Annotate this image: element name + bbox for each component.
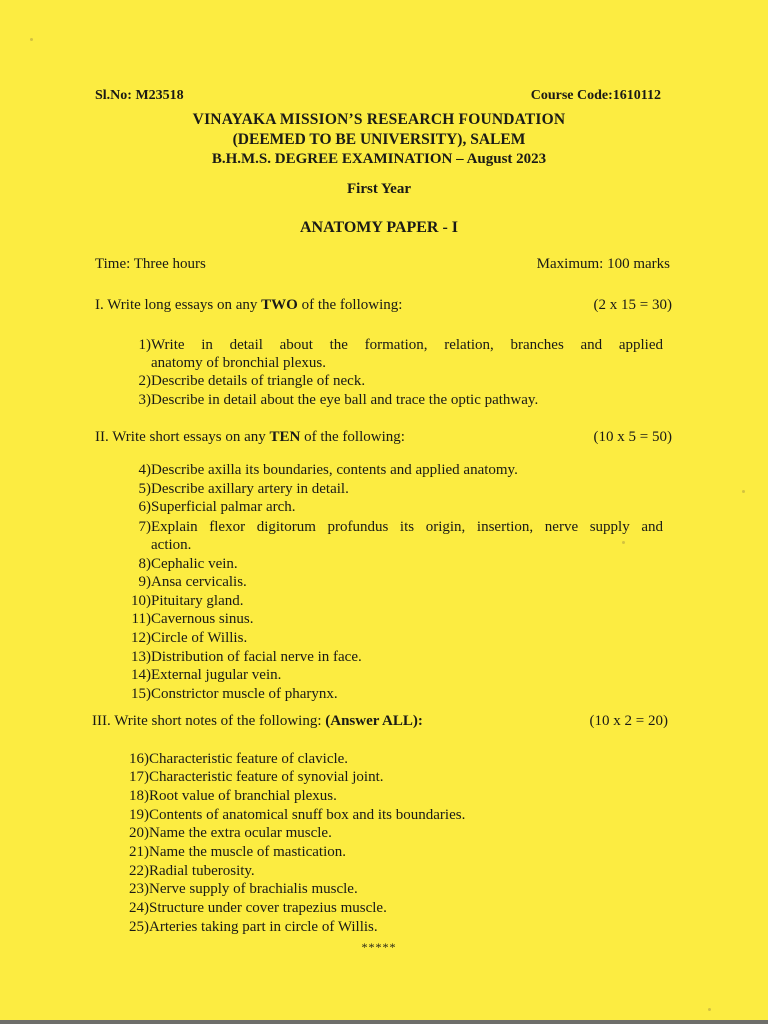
header-row xyxy=(95,88,661,104)
question-6: 6) Superficial palmar arch. xyxy=(138,499,296,515)
exam-duration: Time: Three hours xyxy=(95,256,206,272)
question-1: 1) Write in detail about the formation, relation, branches and applied anatomy of bronchial plexus. xyxy=(138,337,663,371)
exam-title: B.H.M.S. DEGREE EXAMINATION – August 2023 xyxy=(211,151,547,167)
serial-number: Sl.No: M23518 xyxy=(95,88,184,103)
question-8: 8) Cephalic vein. xyxy=(138,556,238,572)
question-11: 11) Cavernous sinus. xyxy=(131,611,254,627)
question-14: 14) External jugular vein. xyxy=(131,667,282,683)
paper-speck xyxy=(708,1008,711,1011)
question-17: 17) Characteristic feature of synovial joint. xyxy=(129,769,384,785)
time-marks-row xyxy=(95,256,670,273)
maximum-marks: Maximum: 100 marks xyxy=(536,256,670,272)
question-7: 7) Explain flexor digitorum profundus its origin, insertion, nerve supply and action. xyxy=(138,519,663,553)
question-10: 10) Pituitary gland. xyxy=(131,593,244,609)
question-20: 20) Name the extra ocular muscle. xyxy=(129,825,332,841)
exam-year: First Year xyxy=(347,181,411,197)
question-4: 4) Describe axilla its boundaries, contents and applied anatomy. xyxy=(138,462,518,478)
question-15: 15) Constrictor muscle of pharynx. xyxy=(131,686,338,702)
paper-title: ANATOMY PAPER - I xyxy=(299,219,459,236)
section-1-heading xyxy=(95,297,672,314)
question-13: 13) Distribution of facial nerve in face. xyxy=(131,649,362,665)
course-code: Course Code:1610112 xyxy=(530,88,661,103)
paper-speck xyxy=(622,541,625,544)
question-21: 21) Name the muscle of mastication. xyxy=(129,844,347,860)
question-22: 22) Radial tuberosity. xyxy=(129,863,255,879)
question-9: 9) Ansa cervicalis. xyxy=(138,574,247,590)
paper-speck xyxy=(30,38,33,41)
section-3-instruction: III. Write short notes of the following: (Answer ALL): xyxy=(92,713,423,729)
question-2: 2) Describe details of triangle of neck. xyxy=(138,373,366,389)
question-3: 3) Describe in detail about the eye ball and trace the optic pathway. xyxy=(138,392,539,408)
question-5: 5) Describe axillary artery in detail. xyxy=(138,481,349,497)
section-2-instruction: II. Write short essays on any TEN of the following: xyxy=(95,429,405,445)
institution-status: (DEEMED TO BE UNIVERSITY), SALEM xyxy=(232,131,526,148)
question-23: 23) Nerve supply of brachialis muscle. xyxy=(129,881,358,897)
section-1-marks: (2 x 15 = 30) xyxy=(593,297,672,313)
paper-speck xyxy=(742,490,745,493)
question-16: 16) Characteristic feature of clavicle. xyxy=(129,751,349,767)
institution-name: VINAYAKA MISSION’S RESEARCH FOUNDATION xyxy=(192,111,566,128)
section-2-marks: (10 x 5 = 50) xyxy=(593,429,672,445)
section-2-heading xyxy=(95,429,672,446)
section-3-heading xyxy=(92,713,668,730)
end-of-paper-mark: ***** xyxy=(361,940,397,954)
section-3-marks: (10 x 2 = 20) xyxy=(589,713,668,729)
question-18: 18) Root value of branchial plexus. xyxy=(129,788,337,804)
question-25: 25) Arteries taking part in circle of Willis. xyxy=(129,919,378,935)
scan-bottom-edge xyxy=(0,1020,768,1024)
question-19: 19) Contents of anatomical snuff box and its boundaries. xyxy=(129,807,466,823)
question-12: 12) Circle of Willis. xyxy=(131,630,248,646)
section-1-instruction: I. Write long essays on any TWO of the following: xyxy=(95,297,403,313)
question-24: 24) Structure under cover trapezius muscle. xyxy=(129,900,387,916)
